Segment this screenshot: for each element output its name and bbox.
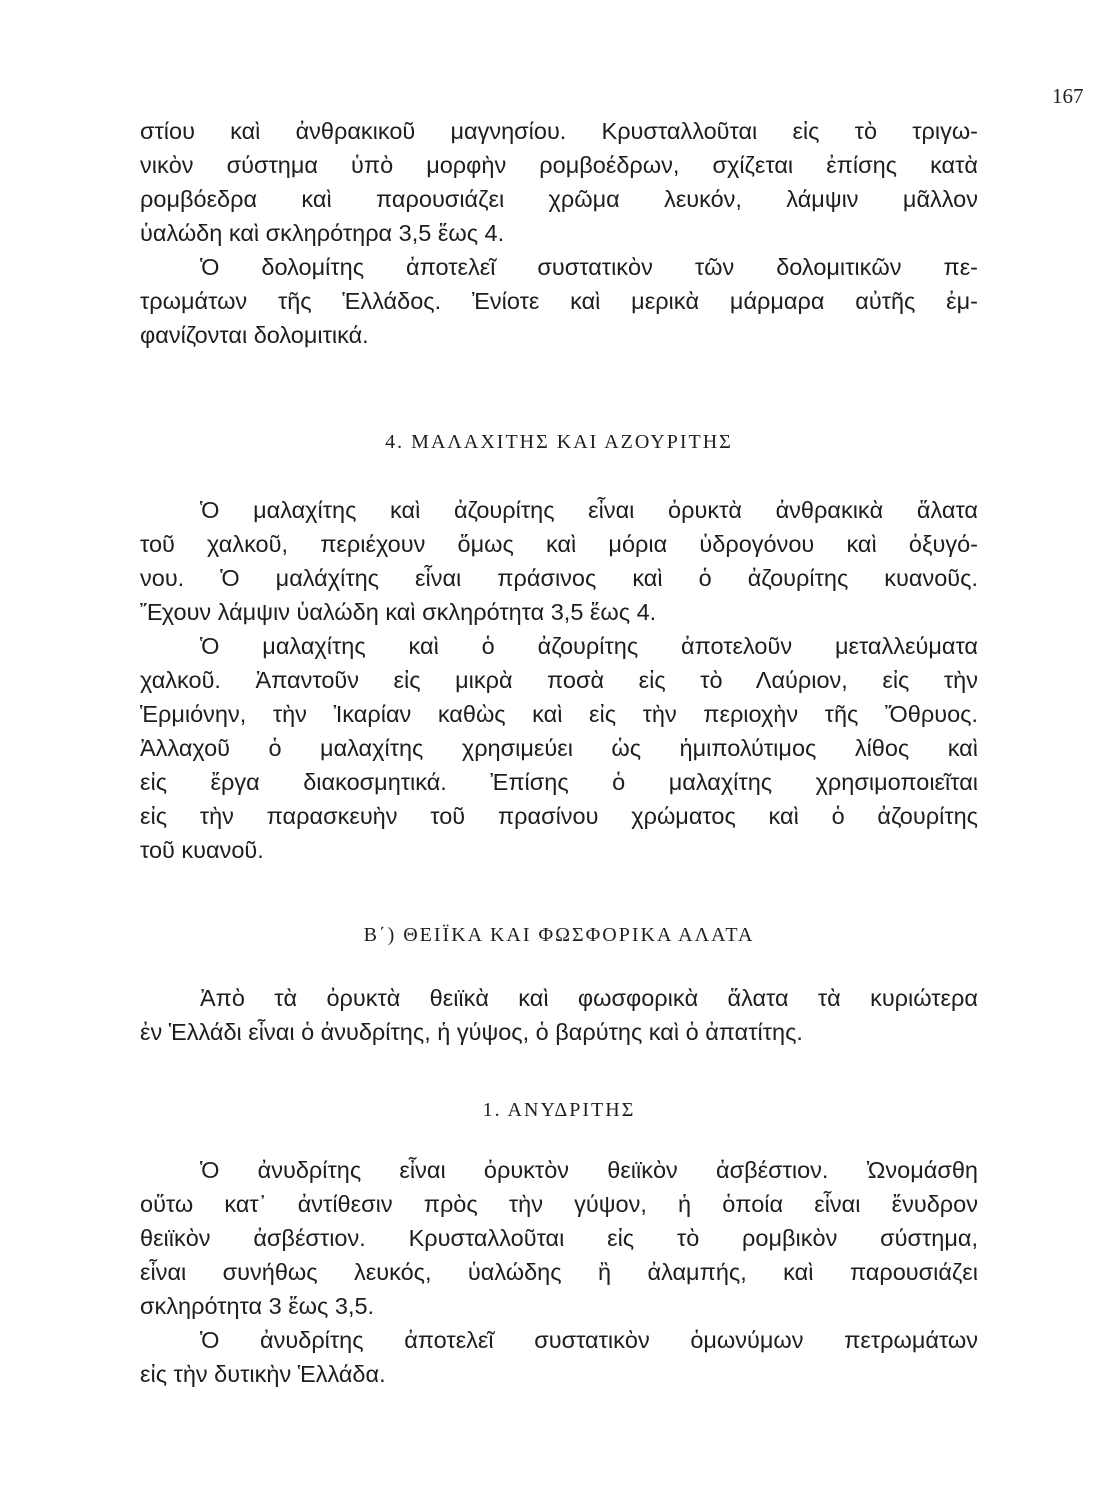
text-line: χαλκοῦ. Ἀπαντοῦν εἰς μικρὰ ποσὰ εἰς τὸ Λαύριον, εἰς τὴν [140,667,978,693]
paragraph [140,629,978,867]
text-line: σκληρότητα 3 ἕως 3,5. [140,1293,375,1319]
text-line: εἶναι συνήθως λευκός, ὑαλώδης ἢ ἀλαμπής, καὶ παρουσιάζει [140,1259,978,1285]
text-line: Ἔχουν λάμψιν ὑαλώδη καὶ σκληρότητα 3,5 ἕως 4. [140,599,657,625]
text-line: Ἀλλαχοῦ ὁ μαλαχίτης χρησιμεύει ὡς ἡμιπολύτιμος λίθος καὶ [140,735,978,761]
text-line: τρωμάτων τῆς Ἑλλάδος. Ἐνίοτε καὶ μερικὰ μάρμαρα αὐτῆς ἐμ- [140,288,978,314]
text-line: τοῦ κυανοῦ. [140,837,264,863]
text-line: Ὁ ἀνυδρίτης ἀποτελεῖ συστατικὸν ὁμωνύμων πετρωμάτων [200,1327,978,1353]
text-line: νου. Ὁ μαλάχίτης εἶναι πράσινος καὶ ὁ ἀζουρίτης κυανοῦς. [140,565,978,591]
page-number: 167 [1052,84,1084,108]
paragraph [140,1323,978,1391]
text-line: ἐν Ἑλλάδι εἶναι ὁ ἀνυδρίτης, ἡ γύψος, ὁ βαρύτης καὶ ὁ ἀπατίτης. [140,1019,803,1045]
text-line: Ἀπὸ τὰ ὀρυκτὰ θειϊκὰ καὶ φωσφορικὰ ἅλατα τὰ κυριώτερα [200,985,978,1011]
text-line: ρομβόεδρα καὶ παρουσιάζει χρῶμα λευκόν, λάμψιν μᾶλλον [140,186,978,212]
paragraph [140,114,978,250]
section-body [140,493,978,867]
text-line: εἰς ἔργα διακοσμητικά. Ἐπίσης ὁ μαλαχίτης χρησιμοποιεῖται [140,769,978,795]
text-line: ὑαλώδη καὶ σκληρότηρα 3,5 ἕως 4. [140,220,505,246]
text-line: οὕτω κατ᾽ ἀντίθεσιν πρὸς τὴν γύψον, ἡ ὁποία εἶναι ἔνυδρον [140,1191,978,1217]
section-body [140,114,978,352]
section-heading: 1. ΑΝΥΔΡΙΤΗΣ [482,1099,636,1121]
text-line: Ἑρμιόνην, τὴν Ἰκαρίαν καθὼς καὶ εἰς τὴν περιοχὴν τῆς Ὄθρυος. [140,701,978,727]
text-line: νικὸν σύστημα ὑπὸ μορφὴν ρομβοέδρων, σχίζεται ἐπίσης κατὰ [140,152,978,178]
text-line: φανίζονται δολομιτικά. [140,322,369,348]
text-line: στίου καὶ ἀνθρακικοῦ μαγνησίου. Κρυσταλλοῦται εἰς τὸ τριγω- [140,118,978,144]
paragraph [140,250,978,352]
paragraph [140,1153,978,1323]
text-line: τοῦ χαλκοῦ, περιέχουν ὅμως καὶ μόρια ὑδρογόνου καὶ ὀξυγό- [140,531,978,557]
section-body [140,1153,978,1391]
text-line: Ὁ μαλαχίτης καὶ ἀζουρίτης εἶναι ὀρυκτὰ ἀνθρακικὰ ἅλατα [200,497,978,523]
paragraph [140,981,978,1049]
paragraph [140,493,978,629]
section-body [140,981,978,1049]
section-heading: Β΄) ΘΕΙΪΚΑ ΚΑΙ ΦΩΣΦΟΡΙΚΑ ΑΛΑΤΑ [363,924,755,946]
text-line: Ὁ μαλαχίτης καὶ ὁ ἀζουρίτης ἀποτελοῦν μεταλλεύματα [200,633,978,659]
text-line: εἰς τὴν δυτικὴν Ἑλλάδα. [140,1361,386,1387]
text-line: Ὁ δολομίτης ἀποτελεῖ συστατικὸν τῶν δολομιτικῶν πε- [200,254,978,280]
section-heading: 4. ΜΑΛΑΧΙΤΗΣ ΚΑΙ ΑΖΟΥΡΙΤΗΣ [385,431,733,453]
text-line: θειϊκὸν ἀσβέστιον. Κρυσταλλοῦται εἰς τὸ ρομβικὸν σύστημα, [140,1225,978,1251]
text-line: Ὁ ἀνυδρίτης εἶναι ὀρυκτὸν θειϊκὸν ἀσβέστιον. Ὠνομάσθη [200,1157,978,1183]
text-line: εἰς τὴν παρασκευὴν τοῦ πρασίνου χρώματος καὶ ὁ ἀζουρίτης [140,803,978,829]
